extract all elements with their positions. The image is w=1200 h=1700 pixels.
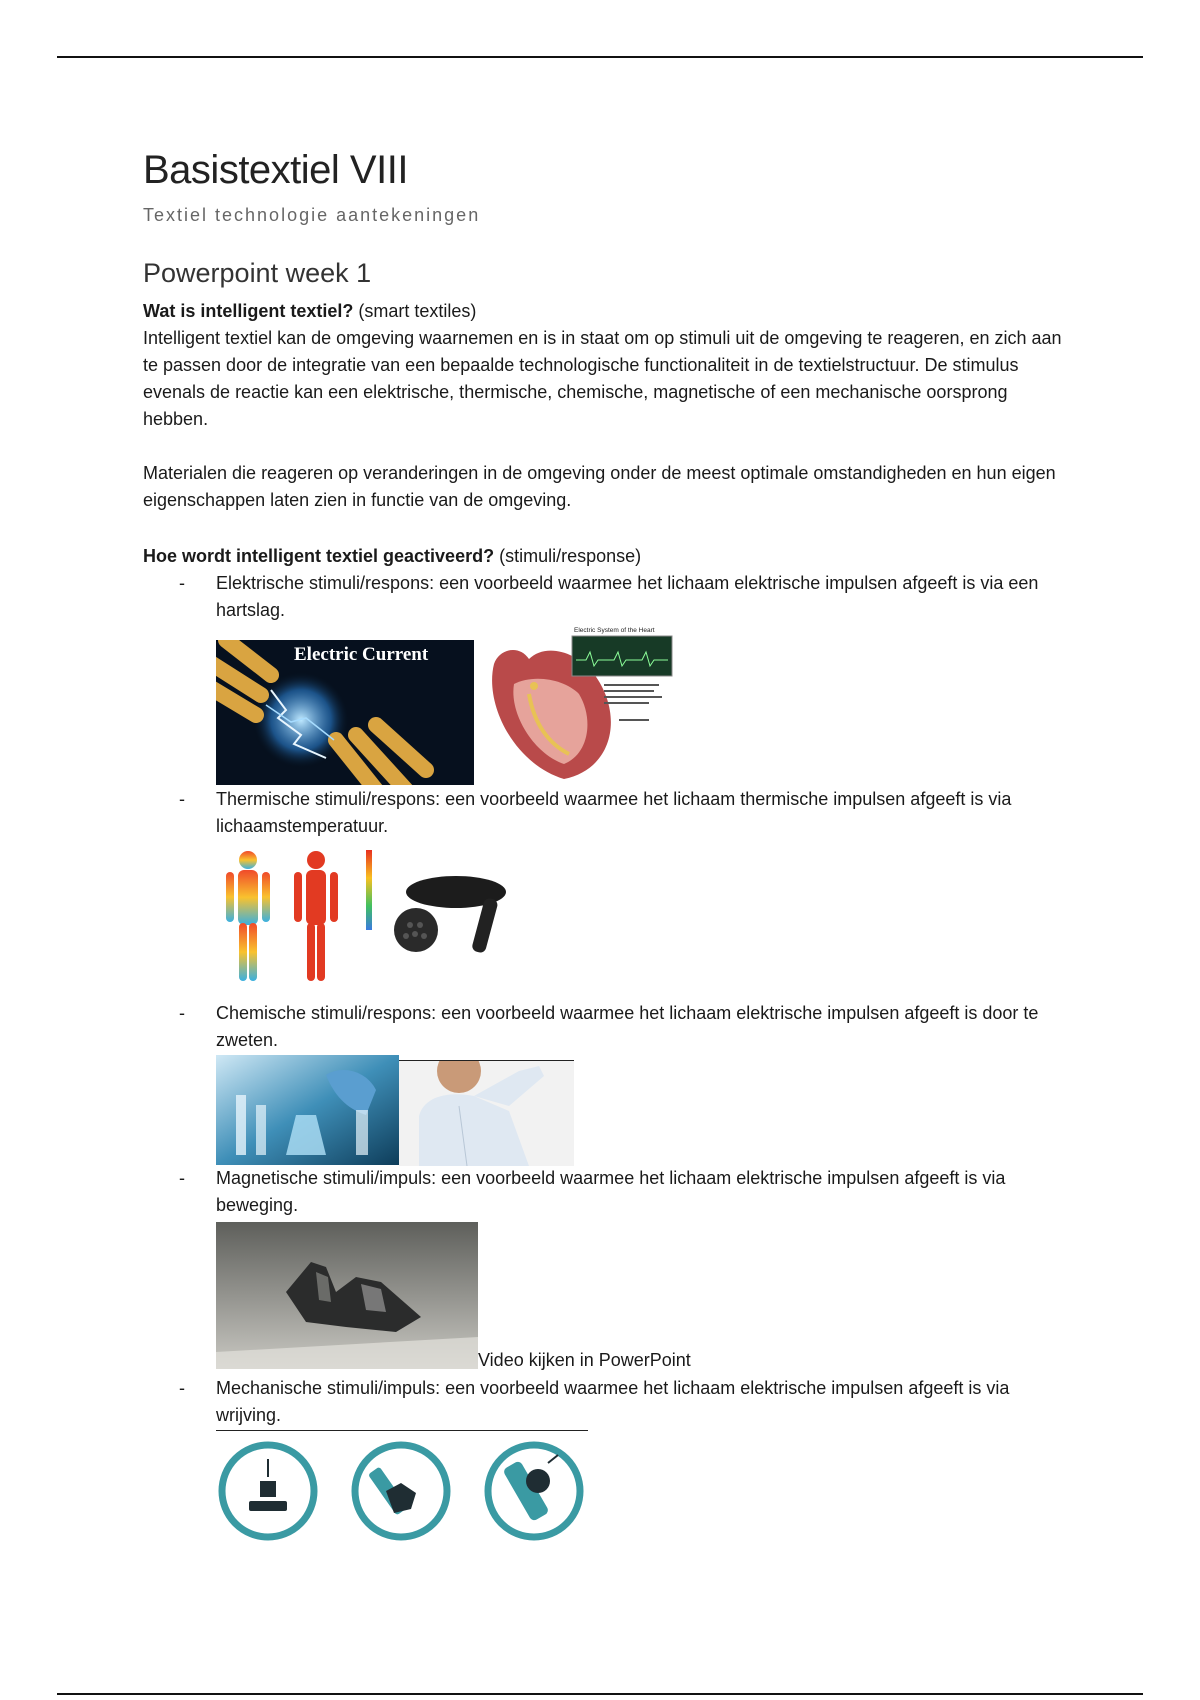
list-item-chemical (143, 1000, 1063, 1054)
sweating-man-image (399, 1060, 574, 1166)
question-2-bold: Hoe wordt intelligent textiel geactiveerd? (143, 546, 495, 566)
list-dash: - (179, 1168, 185, 1188)
heart-label: Electric System of the Heart (574, 627, 655, 634)
list-item-magnetic (143, 1165, 1063, 1219)
paragraph-2: Materialen die reageren op veranderingen in de omgeving onder de meest optimale omstandigheden en hun eigen eigenschappen laten zien in functie van de omgeving. (143, 463, 1056, 510)
bottom-rule (57, 1693, 1143, 1695)
question-1-bold: Wat is intelligent textiel? (143, 301, 354, 321)
list-item-text: Elektrische stimuli/respons: een voorbeeld waarmee het lichaam elektrische impulsen afgeeft is via een hartslag. (216, 573, 1039, 620)
document-title: Basistextiel VIII (143, 148, 408, 192)
list-dash: - (179, 789, 185, 809)
mechanical-icons-image (216, 1430, 588, 1545)
question-2-note: (stimuli/response) (494, 546, 642, 566)
question-1-note: (smart textiles) (353, 301, 477, 321)
list-item-mechanical (143, 1375, 1063, 1429)
electric-current-label: Electric Current (294, 644, 429, 665)
electric-current-image (216, 640, 474, 785)
laboratory-image (216, 1055, 399, 1165)
document-subtitle: Textiel technologie aantekeningen (143, 205, 481, 225)
list-dash: - (179, 1378, 185, 1398)
question-2 (143, 543, 1063, 570)
section-heading: Powerpoint week 1 (143, 258, 372, 288)
list-item-thermal (143, 786, 1063, 840)
list-item-text: Mechanische stimuli/impuls: een voorbeeld waarmee het lichaam elektrische impulsen afgeeft is via wrijving. (216, 1378, 1010, 1425)
list-dash: - (179, 573, 185, 593)
thermal-body-image (216, 848, 386, 993)
video-caption: Video kijken in PowerPoint (478, 1350, 691, 1370)
list-dash: - (179, 1003, 185, 1023)
list-item-text: Thermische stimuli/respons: een voorbeeld waarmee het lichaam thermische impulsen afgeeft is via lichaamstemperatuur. (216, 789, 1012, 836)
top-rule (57, 56, 1143, 58)
paragraph-1: Intelligent textiel kan de omgeving waarnemen en is in staat om op stimuli uit de omgeving te reageren, en zich aan te passen door de integratie van een bepaalde technologische functionaliteit in de textielstructuur. De stimulus evenals de reactie kan een elektrische, thermische, chemische, magnetische of een mechanische oorsprong hebben. (143, 328, 1062, 429)
list-item-text: Chemische stimuli/respons: een voorbeeld waarmee het lichaam elektrische impulsen afgeeft is door te zweten. (216, 1003, 1039, 1050)
list-item-electric (143, 570, 1063, 624)
list-item-text: Magnetische stimuli/impuls: een voorbeeld waarmee het lichaam elektrische impulsen afgeeft is via beweging. (216, 1168, 1006, 1215)
hair-dryer-image (386, 870, 514, 978)
question-1 (143, 298, 1063, 325)
heart-electric-system-image (474, 624, 676, 786)
magnetic-folding-object-image (216, 1222, 478, 1369)
